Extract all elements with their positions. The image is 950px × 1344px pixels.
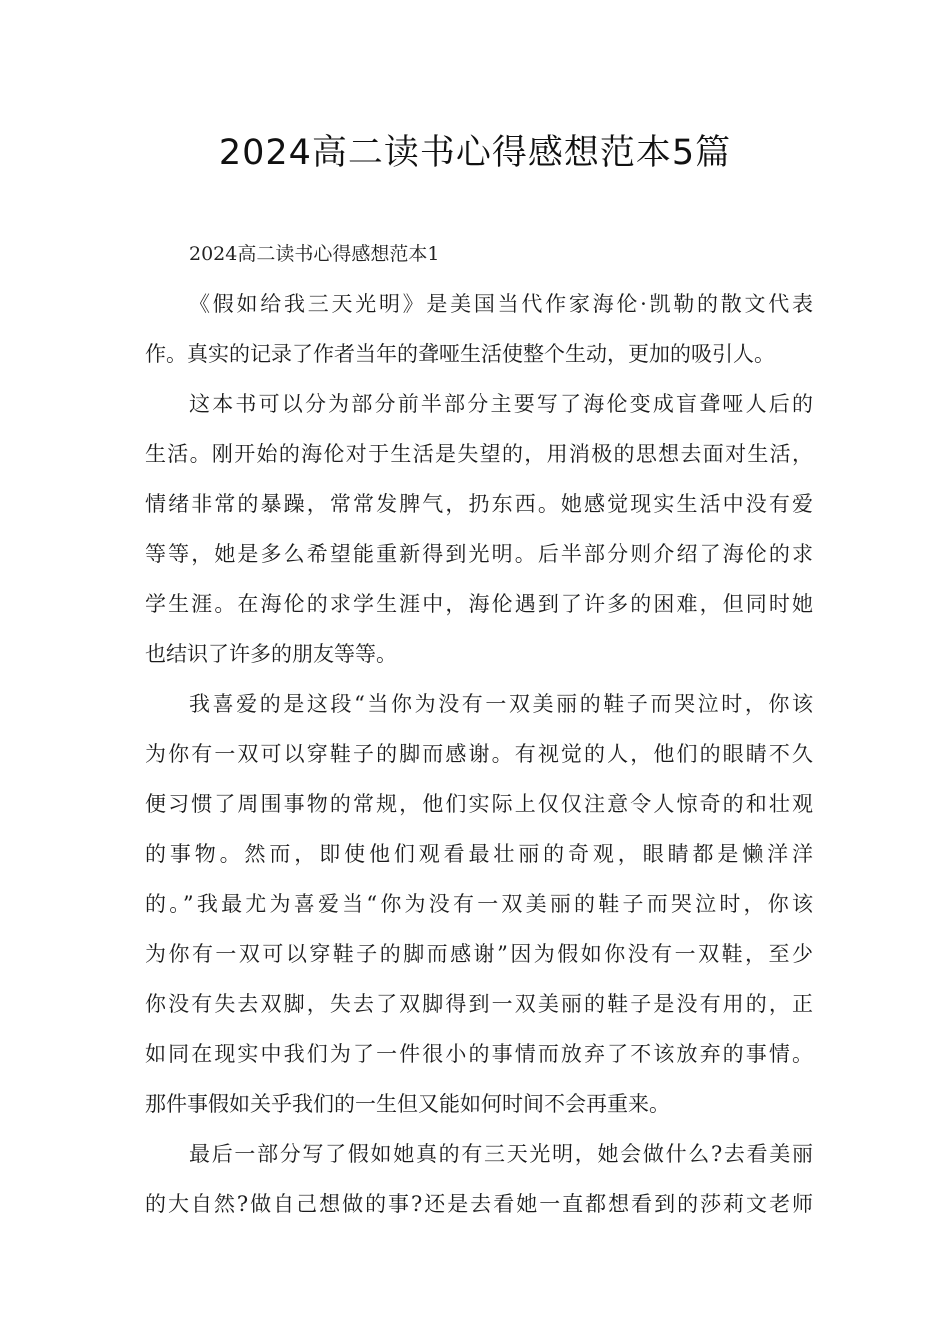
paragraph-line: 的大自然?做自己想做的事?还是去看她一直都想看到的莎莉文老师 xyxy=(145,1192,813,1216)
paragraph-line: 等等，她是多么希望能重新得到光明。后半部分则介绍了海伦的求 xyxy=(145,542,813,566)
paragraph-line: 这本书可以分为部分前半部分主要写了海伦变成盲聋哑人后的 xyxy=(189,392,813,416)
paragraph xyxy=(145,1129,813,1229)
paragraph-line: 那件事假如关乎我们的一生但又能如何时间不会再重来。 xyxy=(145,1092,670,1116)
paragraph-line: 如同在现实中我们为了一件很小的事情而放弃了不该放弃的事情。 xyxy=(145,1042,813,1066)
paragraph-line: 《假如给我三天光明》是美国当代作家海伦·凯勒的散文代表 xyxy=(189,292,813,316)
paragraph xyxy=(145,279,813,379)
paragraph-line: 情绪非常的暴躁，常常发脾气，扔东西。她感觉现实生活中没有爱 xyxy=(145,492,813,516)
paragraph-line: 也结识了许多的朋友等等。 xyxy=(145,642,397,666)
document-title: 2024高二读书心得感想范本5篇 xyxy=(218,133,732,173)
paragraph-line: 生活。刚开始的海伦对于生活是失望的，用消极的思想去面对生活， xyxy=(145,442,813,466)
paragraph-line: 为你有一双可以穿鞋子的脚而感谢。有视觉的人，他们的眼睛不久 xyxy=(145,742,813,766)
paragraph-line: 的事物。然而，即使他们观看最壮丽的奇观，眼睛都是懒洋洋 xyxy=(145,842,813,866)
paragraph xyxy=(145,379,813,679)
paragraph-line: 便习惯了周围事物的常规，他们实际上仅仅注意令人惊奇的和壮观 xyxy=(145,792,813,816)
paragraph-line: 你没有失去双脚，失去了双脚得到一双美丽的鞋子是没有用的，正 xyxy=(145,992,813,1016)
paragraph-list xyxy=(145,279,813,1229)
document-body xyxy=(145,229,813,1229)
paragraph-line: 作。真实的记录了作者当年的聋哑生活使整个生动，更加的吸引人。 xyxy=(145,342,775,366)
paragraph-line: 的。”我最尤为喜爱当“你为没有一双美丽的鞋子而哭泣时，你该 xyxy=(145,892,813,916)
paragraph-line: 为你有一双可以穿鞋子的脚而感谢”因为假如你没有一双鞋，至少 xyxy=(145,942,813,966)
paragraph-line: 我喜爱的是这段“当你为没有一双美丽的鞋子而哭泣时，你该 xyxy=(189,692,813,716)
paragraph-line: 学生涯。在海伦的求学生涯中，海伦遇到了许多的困难，但同时她 xyxy=(145,592,813,616)
section-subheading: 2024高二读书心得感想范本1 xyxy=(189,243,440,265)
paragraph xyxy=(145,679,813,1129)
paragraph-line: 最后一部分写了假如她真的有三天光明，她会做什么?去看美丽 xyxy=(189,1142,813,1166)
